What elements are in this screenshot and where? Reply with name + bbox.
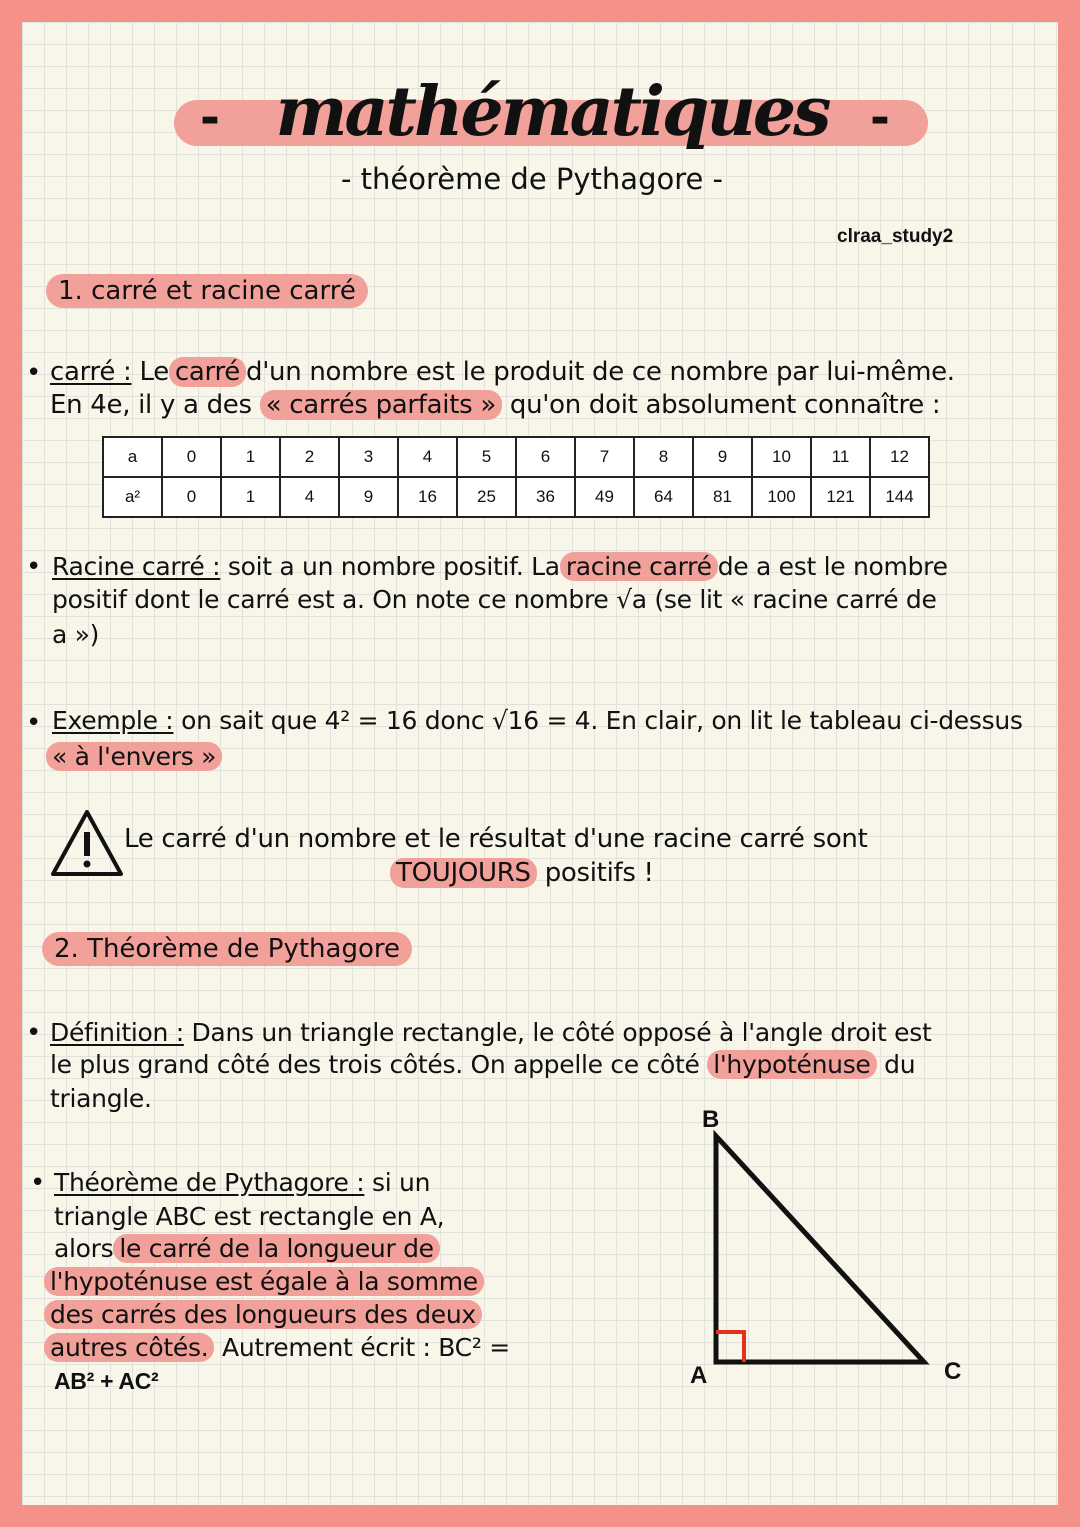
table-cell: 100 — [752, 477, 811, 517]
triangle-shape — [716, 1136, 924, 1362]
vertex-c-label: C — [944, 1358, 962, 1385]
carre-line1 — [50, 357, 955, 387]
table-cell: 49 — [575, 477, 634, 517]
definition-line3: triangle. — [50, 1084, 152, 1113]
table-cell: 4 — [398, 437, 457, 477]
carres-parfaits-highlight: « carrés parfaits » — [260, 390, 502, 420]
racine-text: de a est le nombre — [717, 552, 948, 581]
warning-text: positifs ! — [544, 858, 654, 888]
table-cell: 0 — [162, 437, 221, 477]
racine-term: Racine carré : — [52, 552, 221, 581]
vertex-b-label: B — [702, 1106, 720, 1133]
title-dash-right: - — [870, 90, 890, 146]
table-cell: 64 — [634, 477, 693, 517]
table-cell: 144 — [870, 477, 929, 517]
definition-text: du — [884, 1050, 916, 1079]
exemple-term: Exemple : — [52, 706, 174, 735]
definition-text: le plus grand côté des trois côtés. On appelle ce côté — [50, 1050, 700, 1079]
table-cell: 1 — [221, 437, 280, 477]
racine-line1 — [52, 552, 948, 581]
theoreme-line3 — [54, 1234, 440, 1263]
carre-text: d'un nombre est le produit de ce nombre par lui-même. — [245, 357, 955, 387]
bullet: • — [26, 552, 42, 582]
note-sheet — [22, 22, 1058, 1505]
theoreme-formula: AB² + AC² — [54, 1368, 159, 1394]
table-row — [103, 477, 929, 517]
definition-term: Définition : — [50, 1018, 184, 1047]
table-cell: 0 — [162, 477, 221, 517]
carre-text: Le — [139, 357, 169, 387]
bullet: • — [26, 358, 42, 388]
vertex-a-label: A — [690, 1362, 708, 1389]
carre-line2 — [50, 390, 940, 420]
definition-text: Dans un triangle rectangle, le côté opposé à l'angle droit est — [191, 1018, 932, 1047]
squares-table — [102, 436, 930, 518]
exemple-line1 — [52, 706, 1023, 735]
theoreme-text: Autrement écrit : BC² = — [222, 1333, 510, 1362]
theoreme-line2: triangle ABC est rectangle en A, — [54, 1202, 445, 1231]
table-cell: 9 — [339, 477, 398, 517]
table-cell: 11 — [811, 437, 870, 477]
definition-line2 — [50, 1050, 915, 1079]
theoreme-highlight: le carré de la longueur de — [113, 1234, 439, 1263]
table-cell: 1 — [221, 477, 280, 517]
table-cell: 121 — [811, 477, 870, 517]
table-cell: 81 — [693, 477, 752, 517]
carre-text: En 4e, il y a des — [50, 390, 252, 420]
theoreme-highlight: autres côtés. — [44, 1333, 214, 1362]
table-cell: 12 — [870, 437, 929, 477]
bullet: • — [30, 1168, 46, 1198]
warning-line1: Le carré d'un nombre et le résultat d'une racine carré sont — [124, 824, 868, 854]
hypotenuse-highlight: l'hypoténuse — [707, 1050, 876, 1079]
definition-line1 — [50, 1018, 931, 1047]
title-dash-left: - — [200, 90, 220, 146]
warning-icon — [50, 808, 124, 878]
table-cell: 25 — [457, 477, 516, 517]
table-cell: 6 — [516, 437, 575, 477]
theoreme-highlight: l'hypoténuse est égale à la somme — [44, 1267, 484, 1296]
table-cell: 4 — [280, 477, 339, 517]
theoreme-line1 — [54, 1168, 430, 1197]
table-cell: 3 — [339, 437, 398, 477]
carre-highlight: carré — [169, 357, 246, 387]
table-cell: 2 — [280, 437, 339, 477]
theoreme-line5 — [44, 1300, 482, 1329]
section2-heading: 2. Théorème de Pythagore — [42, 932, 412, 966]
a-l-envers-highlight: « à l'envers » — [46, 742, 222, 771]
bullet: • — [26, 1018, 42, 1048]
row-label: a² — [103, 477, 162, 517]
right-angle-marker — [716, 1332, 744, 1362]
racine-highlight: racine carré — [560, 552, 718, 581]
row-label: a — [103, 437, 162, 477]
theoreme-line4 — [44, 1267, 484, 1296]
theoreme-term: Théorème de Pythagore : — [54, 1168, 365, 1197]
theoreme-text: alors — [54, 1234, 114, 1263]
carre-text: qu'on doit absolument connaître : — [509, 390, 941, 420]
exemple-line2 — [46, 742, 222, 771]
toujours-highlight: TOUJOURS — [390, 858, 537, 888]
carre-term: carré : — [50, 357, 132, 387]
table-cell: 9 — [693, 437, 752, 477]
section1-heading: 1. carré et racine carré — [46, 274, 368, 308]
racine-line2: positif dont le carré est a. On note ce nombre √a (se lit « racine carré de — [52, 585, 937, 614]
page-subtitle: - théorème de Pythagore - — [340, 162, 724, 196]
theoreme-text: si un — [372, 1168, 431, 1197]
table-cell: 10 — [752, 437, 811, 477]
page-title: mathématiques — [275, 72, 829, 152]
table-cell: 8 — [634, 437, 693, 477]
table-cell: 5 — [457, 437, 516, 477]
racine-text: soit a un nombre positif. La — [227, 552, 560, 581]
table-row — [103, 437, 929, 477]
theoreme-line6 — [44, 1333, 510, 1362]
table-cell: 16 — [398, 477, 457, 517]
racine-line3: a ») — [52, 620, 100, 649]
exemple-text: on sait que 4² = 16 donc √16 = 4. En clair, on lit le tableau ci-dessus — [181, 706, 1023, 735]
author-handle: clraa_study2 — [837, 226, 954, 247]
table-cell: 7 — [575, 437, 634, 477]
right-triangle-figure — [672, 1112, 972, 1392]
table-cell: 36 — [516, 477, 575, 517]
theoreme-highlight: des carrés des longueurs des deux — [44, 1300, 482, 1329]
warning-line2 — [390, 858, 654, 888]
bullet: • — [26, 708, 42, 738]
